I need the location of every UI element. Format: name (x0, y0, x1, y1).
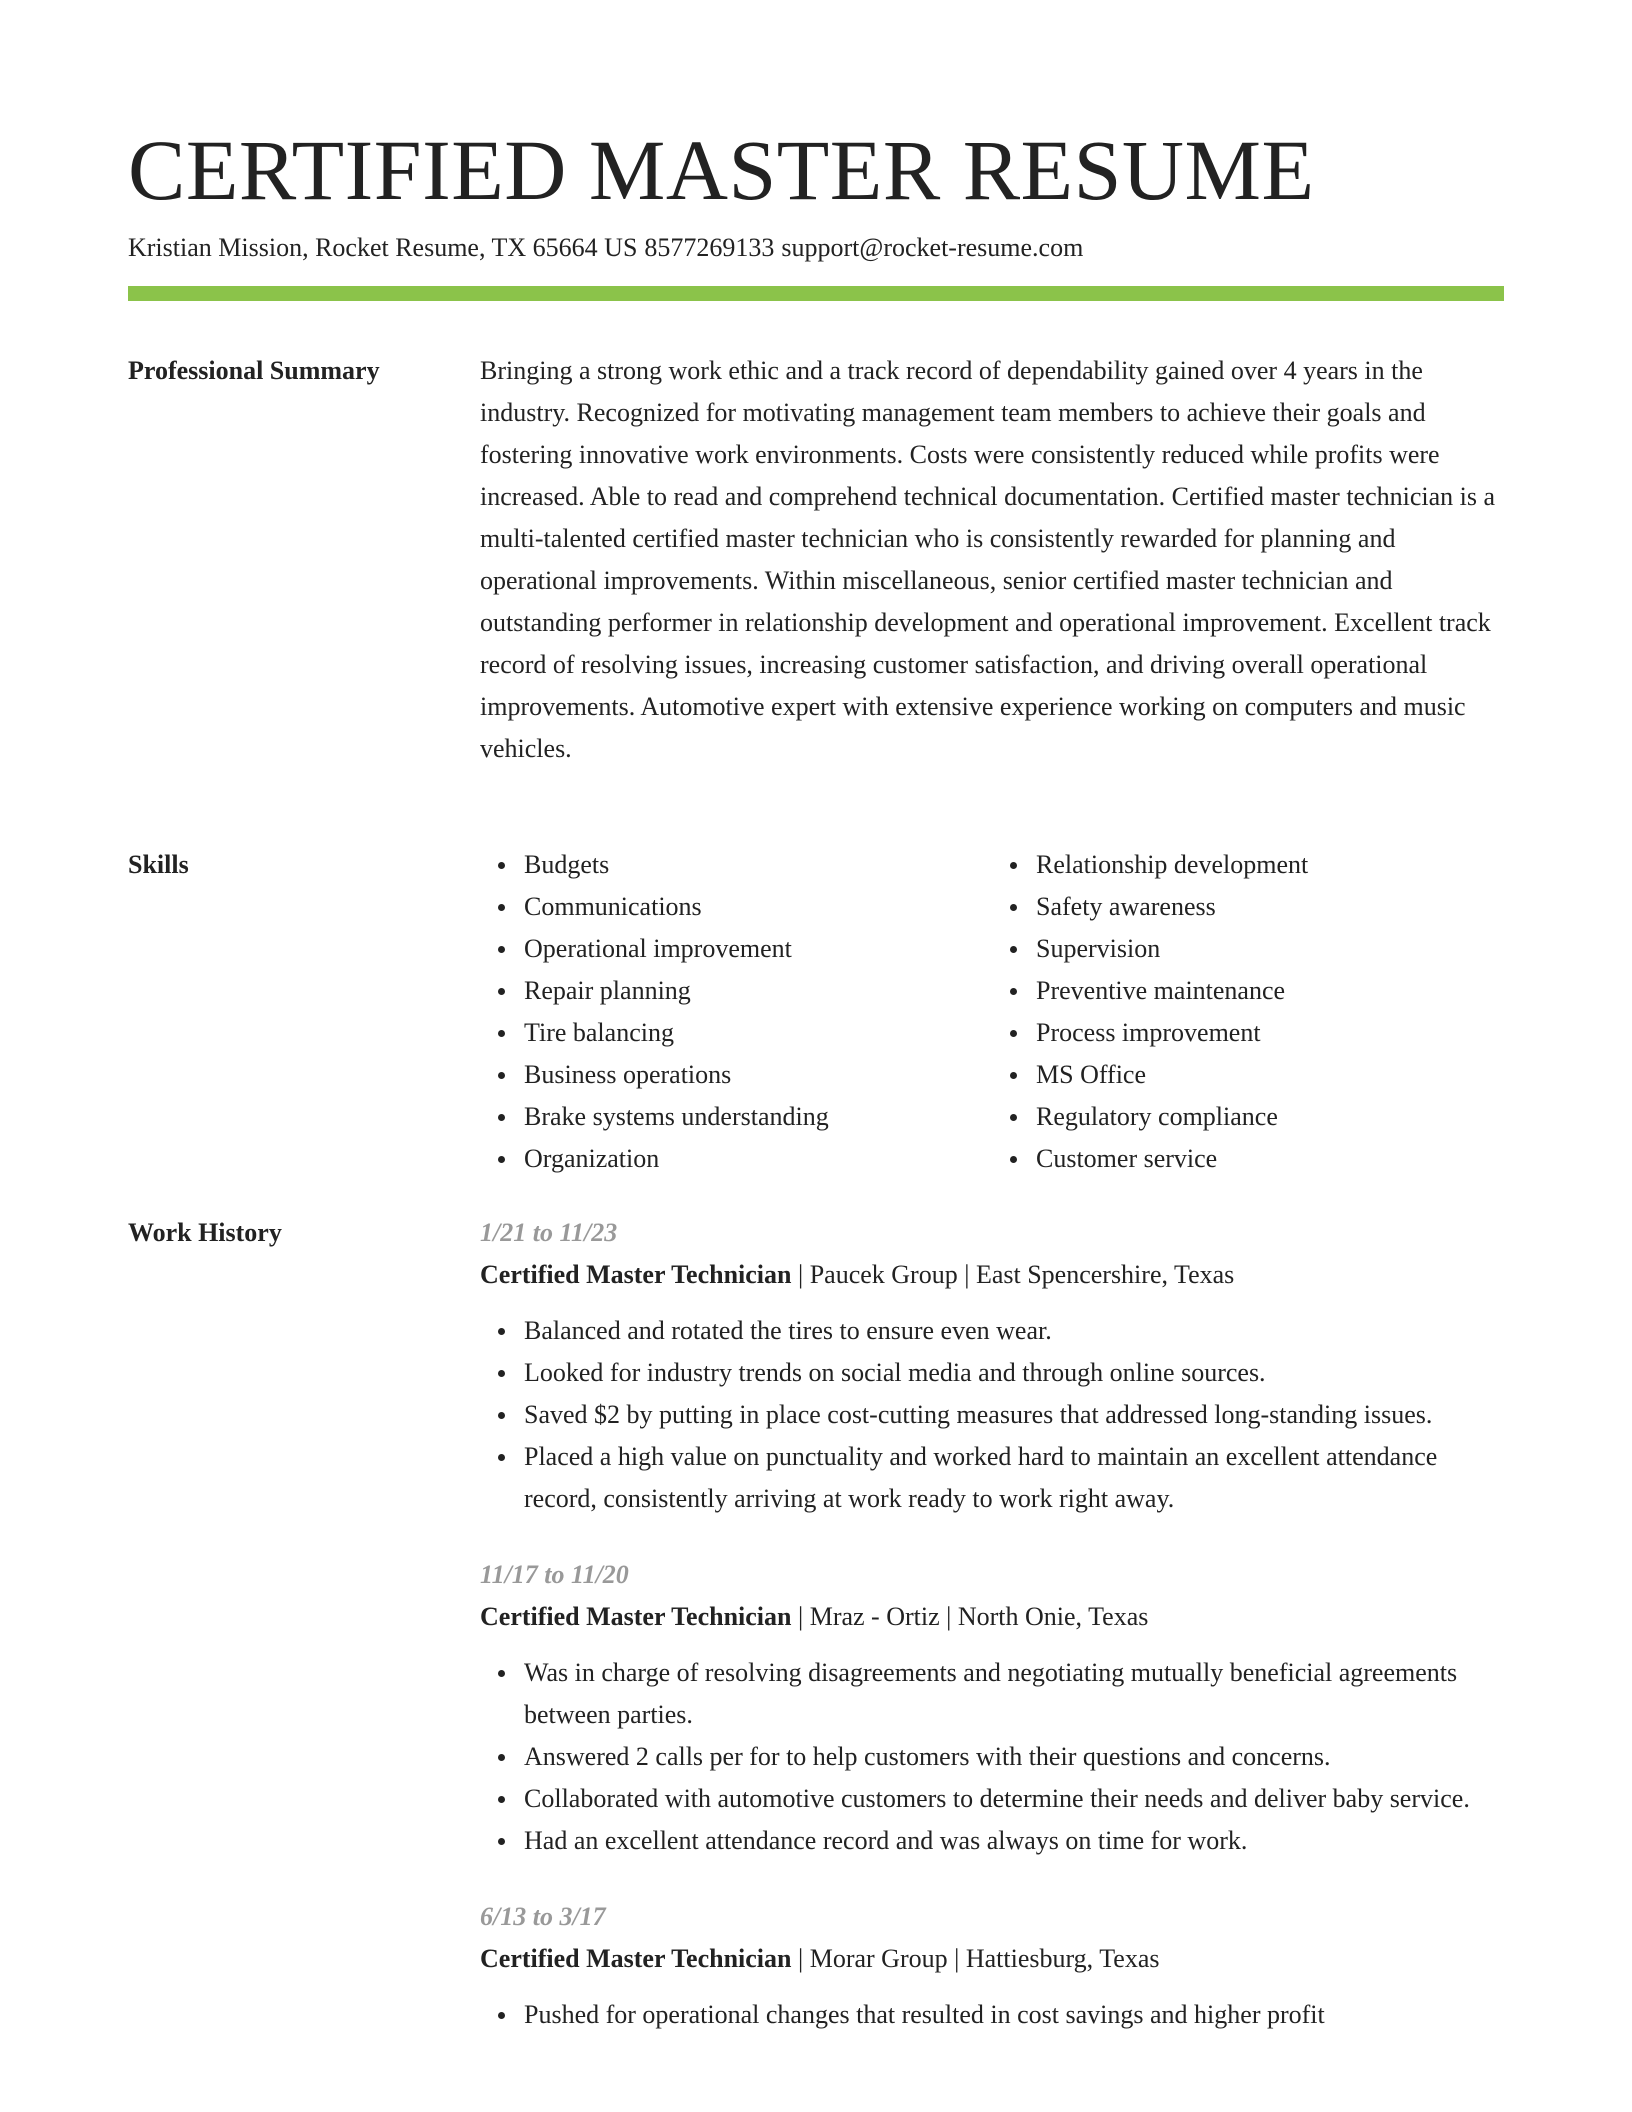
separator: | (797, 1944, 804, 1973)
contact-line (128, 230, 1083, 266)
skills-heading: Skills (128, 850, 189, 879)
job-duties (480, 1310, 1504, 1520)
work-history-heading: Work History (128, 1218, 282, 1247)
skill-item: Process improvement (1036, 1012, 1504, 1054)
skill-item: Organization (524, 1138, 992, 1180)
job-duty: Answered 2 calls per for to help customers with their questions and concerns. (524, 1736, 1504, 1778)
accent-divider (128, 286, 1504, 301)
job-duty: Balanced and rotated the tires to ensure even wear. (524, 1310, 1504, 1352)
job-company: Mraz - Ortiz (809, 1602, 940, 1631)
skill-item: MS Office (1036, 1054, 1504, 1096)
contact-email: support@rocket-resume.com (781, 233, 1084, 262)
job-dates: 1/21 to 11/23 (480, 1218, 618, 1247)
contact-phone: 8577269133 (644, 233, 775, 262)
job-company: Paucek Group (809, 1260, 958, 1289)
skill-item: Customer service (1036, 1138, 1504, 1180)
skill-item: Brake systems understanding (524, 1096, 992, 1138)
job-location: East Spencershire, Texas (975, 1260, 1235, 1289)
contact-address: Kristian Mission, Rocket Resume, TX 65664 US (128, 233, 638, 262)
separator: | (797, 1260, 804, 1289)
skills-list-right (992, 844, 1504, 1180)
job-duty: Saved $2 by putting in place cost-cutting measures that addressed long-standing issues. (524, 1394, 1504, 1436)
resume-name: CERTIFIED MASTER RESUME (128, 122, 1315, 218)
skill-item: Budgets (524, 844, 992, 886)
skill-item: Supervision (1036, 928, 1504, 970)
job-duty: Collaborated with automotive customers to determine their needs and deliver baby service. (524, 1778, 1504, 1820)
skill-item: Tire balancing (524, 1012, 992, 1054)
skills-list-left (480, 844, 992, 1180)
separator: | (797, 1602, 804, 1631)
job-heading (480, 1938, 1504, 1980)
separator: | (946, 1602, 952, 1631)
job-heading (480, 1254, 1504, 1296)
job-location: Hattiesburg, Texas (965, 1944, 1160, 1973)
job-duties (480, 1652, 1504, 1862)
job-duty: Placed a high value on punctuality and worked hard to maintain an excellent attendance record, consistently arriving at work ready to work right away. (524, 1436, 1504, 1520)
job-duty: Looked for industry trends on social media and through online sources. (524, 1352, 1504, 1394)
job-entry (480, 1554, 1504, 1862)
skill-item: Preventive maintenance (1036, 970, 1504, 1012)
skill-item: Regulatory compliance (1036, 1096, 1504, 1138)
job-title: Certified Master Technician (480, 1944, 792, 1973)
job-duty: Pushed for operational changes that resulted in cost savings and higher profit (524, 1994, 1504, 2036)
skill-item: Communications (524, 886, 992, 928)
separator: | (964, 1260, 970, 1289)
separator: | (954, 1944, 960, 1973)
job-company: Morar Group (809, 1944, 948, 1973)
job-heading (480, 1596, 1504, 1638)
job-dates: 11/17 to 11/20 (480, 1560, 629, 1589)
job-title: Certified Master Technician (480, 1602, 792, 1631)
job-duty: Had an excellent attendance record and was always on time for work. (524, 1820, 1504, 1862)
summary-heading: Professional Summary (128, 356, 380, 385)
summary-text: Bringing a strong work ethic and a track record of dependability gained over 4 years in the industry. Recognized for motivating management team members to achieve their goals and fostering innovative work environments. Costs were consistently reduced while profits were increased. Able to read and comprehend technical documentation. Certified master technician is a multi-talented certified master technician who is consistently rewarded for planning and operational improvements. Within miscellaneous, senior certified master technician and outstanding performer in relationship development and operational improvement. Excellent track record of resolving issues, increasing customer satisfaction, and driving overall operational improvements. Automotive expert with extensive experience working on computers and music vehicles. (480, 356, 1496, 763)
job-entry (480, 1212, 1504, 1520)
skill-item: Safety awareness (1036, 886, 1504, 928)
job-title: Certified Master Technician (480, 1260, 792, 1289)
skill-item: Repair planning (524, 970, 992, 1012)
skill-item: Business operations (524, 1054, 992, 1096)
job-location: North Onie, Texas (957, 1602, 1149, 1631)
job-entry (480, 1896, 1504, 2036)
job-duty: Was in charge of resolving disagreements and negotiating mutually beneficial agreements between parties. (524, 1652, 1504, 1736)
job-duties (480, 1994, 1504, 2036)
job-dates: 6/13 to 3/17 (480, 1902, 606, 1931)
skill-item: Operational improvement (524, 928, 992, 970)
skill-item: Relationship development (1036, 844, 1504, 886)
